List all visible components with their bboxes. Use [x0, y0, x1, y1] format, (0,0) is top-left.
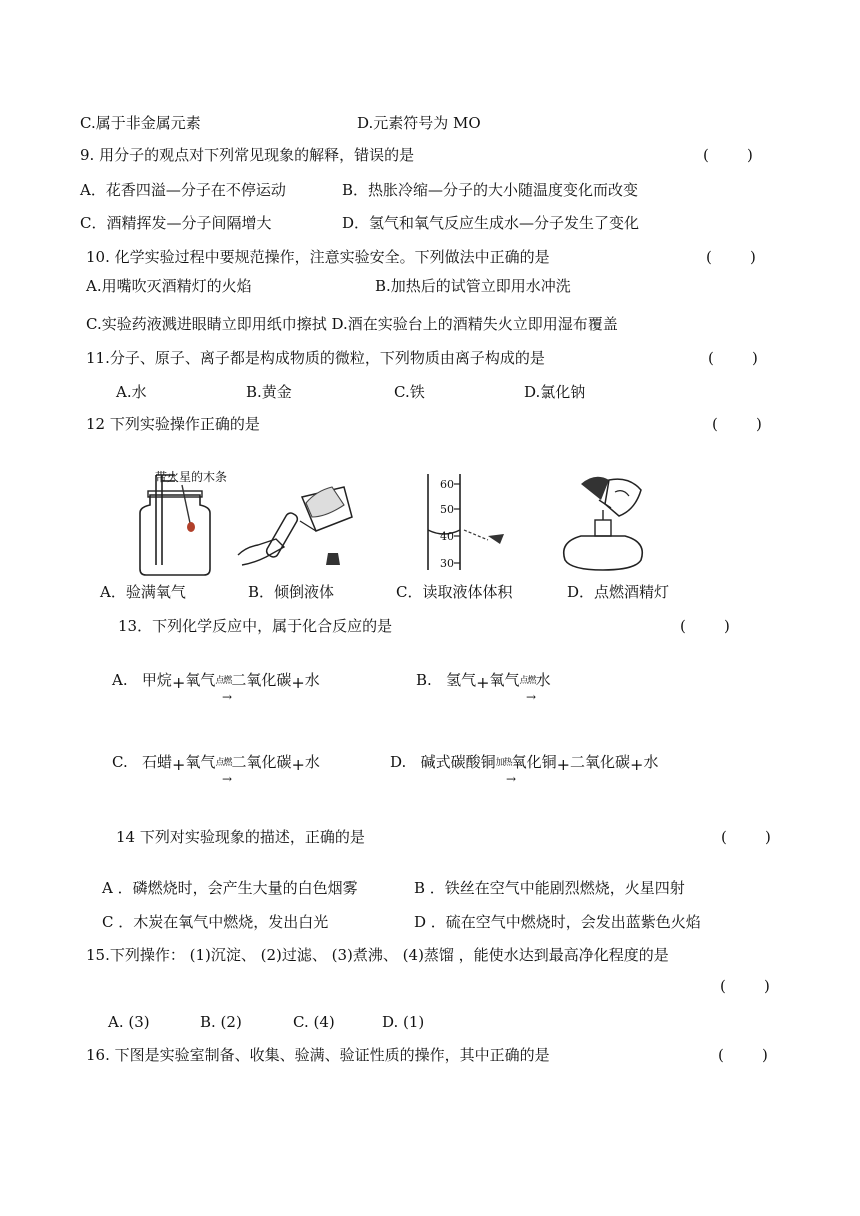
q14-stem: 14 下列对实验现象的描述，正确的是 — [116, 828, 365, 846]
product: 氧化铜 — [511, 753, 557, 771]
q10-option-b: B.加热后的试管立即用水冲洗 — [375, 277, 571, 295]
reaction-condition: 加热 — [495, 758, 512, 768]
q11-option-d: D.氯化钠 — [524, 383, 586, 401]
reactant: 氧气 — [489, 671, 520, 689]
q15-option-d: D. (1) — [382, 1013, 425, 1031]
reactant: 甲烷 — [141, 671, 172, 689]
reaction-condition: 点燃 — [215, 758, 232, 768]
figure-splint-label: 带火星的木条 — [155, 470, 228, 484]
plus-sign: + — [172, 755, 186, 774]
q10-answer-blank: ( ) — [706, 248, 756, 266]
q14-option-a: A ．磷燃烧时，会产生大量的白色烟雾 — [102, 879, 358, 897]
reaction-arrow: → — [506, 772, 517, 786]
product: 二氧化碳 — [231, 753, 292, 771]
q9-option-d: D．氢气和氧气反应生成水—分子发生了变化 — [342, 214, 640, 232]
q14-answer-blank: ( ) — [721, 828, 771, 846]
plus-sign: + — [630, 755, 644, 774]
cyl-tick-30: 30 — [440, 557, 454, 570]
q9-option-a: A．花香四溢—分子在不停运动 — [80, 181, 286, 199]
reactant: 氧气 — [185, 753, 216, 771]
q11-stem: 11.分子、原子、离子都是构成物质的微粒，下列物质由离子构成的是 — [86, 349, 545, 367]
plus-sign: + — [556, 755, 571, 774]
q10-option-cd: C.实验药液溅进眼睛立即用纸巾擦拭 D.酒在实验台上的酒精失火立即用湿布覆盖 — [86, 315, 618, 333]
plus-sign: + — [476, 673, 490, 692]
product: 水 — [535, 671, 551, 689]
q14-option-d: D ．硫在空气中燃烧时，会发出蓝紫色火焰 — [414, 913, 701, 931]
reactant: 氧气 — [185, 671, 216, 689]
reactant: 碱式碳酸铜 — [420, 753, 496, 771]
option-label: B. — [416, 671, 432, 689]
q8-option-d: D.元素符号为 MO — [357, 114, 481, 132]
q14-option-b: B ．铁丝在空气中能剧烈燃烧，火星四射 — [414, 879, 685, 897]
figure-lamp-lighting — [555, 470, 655, 576]
q8-option-c: C.属于非金属元素 — [80, 114, 201, 132]
q16-stem: 16. 下图是实验室制备、收集、验满、验证性质的操作，其中正确的是 — [86, 1046, 550, 1064]
q11-option-b: B.黄金 — [246, 383, 292, 401]
q11-option-c: C.铁 — [394, 383, 425, 401]
reactant: 氢气 — [446, 671, 477, 689]
plus-sign: + — [291, 755, 305, 774]
product: 水 — [304, 753, 320, 771]
q12-stem: 12 下列实验操作正确的是 — [86, 415, 260, 433]
q9-option-b: B．热胀冷缩—分子的大小随温度变化而改变 — [342, 181, 639, 199]
q12-answer-blank: ( ) — [712, 415, 762, 433]
figure-pouring-liquid — [236, 477, 356, 567]
q15-option-b: B. (2) — [200, 1013, 242, 1031]
q12-option-a: A．验满氧气 — [100, 583, 186, 601]
cyl-tick-60: 60 — [440, 478, 454, 491]
reaction-condition: 点燃 — [519, 676, 536, 686]
q12-option-c: C．读取液体体积 — [396, 583, 513, 601]
q11-answer-blank: ( ) — [708, 349, 758, 367]
product: 二氧化碳 — [231, 671, 292, 689]
q10-option-a: A.用嘴吹灭酒精灯的火焰 — [86, 277, 252, 295]
reactant: 石蜡 — [142, 753, 173, 771]
q14-option-c: C ．木炭在氧气中燃烧，发出白光 — [102, 913, 329, 931]
cyl-tick-40: 40 — [440, 530, 454, 543]
q15-stem: 15.下列操作： (1)沉淀、 (2)过滤、 (3)煮沸、 (4)蒸馏 ，能使水达到最高净化程度的是 — [86, 946, 669, 964]
reaction-condition: 点燃 — [215, 676, 232, 686]
plus-sign: + — [171, 673, 186, 692]
q12-option-d: D．点燃酒精灯 — [567, 583, 670, 601]
alcohol-lamp-illustration — [555, 470, 655, 576]
q9-option-c: C．酒精挥发—分子间隔增大 — [80, 214, 272, 232]
q9-answer-blank: ( ) — [703, 146, 753, 164]
cylinder-illustration — [420, 470, 520, 574]
reaction-arrow: → — [222, 772, 233, 786]
product: 水 — [304, 671, 320, 689]
option-label: C. — [112, 753, 128, 771]
option-label: A. — [112, 671, 128, 689]
pouring-illustration — [236, 477, 356, 567]
product: 水 — [643, 753, 659, 771]
plus-sign: + — [291, 673, 305, 692]
q12-option-b: B．倾倒液体 — [248, 583, 335, 601]
q9-stem: 9. 用分子的观点对下列常见现象的解释，错误的是 — [80, 146, 415, 164]
q13-option-c — [112, 752, 320, 775]
reaction-arrow: → — [222, 690, 233, 704]
q10-stem: 10. 化学实验过程中要规范操作，注意实验安全。下列做法中正确的是 — [86, 248, 550, 266]
reaction-arrow: → — [526, 690, 537, 704]
product: 二氧化碳 — [570, 753, 631, 771]
option-label: D. — [390, 753, 407, 771]
q13-stem: 13．下列化学反应中，属于化合反应的是 — [118, 617, 393, 635]
q13-option-a — [112, 670, 320, 693]
q13-answer-blank: ( ) — [680, 617, 730, 635]
q16-answer-blank: ( ) — [718, 1046, 768, 1064]
q15-option-a: A. (3) — [108, 1013, 150, 1031]
q13-option-d — [390, 752, 658, 775]
q11-option-a: A.水 — [116, 383, 147, 401]
q15-answer-blank: ( ) — [720, 977, 770, 995]
cyl-tick-50: 50 — [440, 503, 454, 516]
q15-option-c: C. (4) — [293, 1013, 335, 1031]
figure-read-volume — [420, 470, 520, 574]
